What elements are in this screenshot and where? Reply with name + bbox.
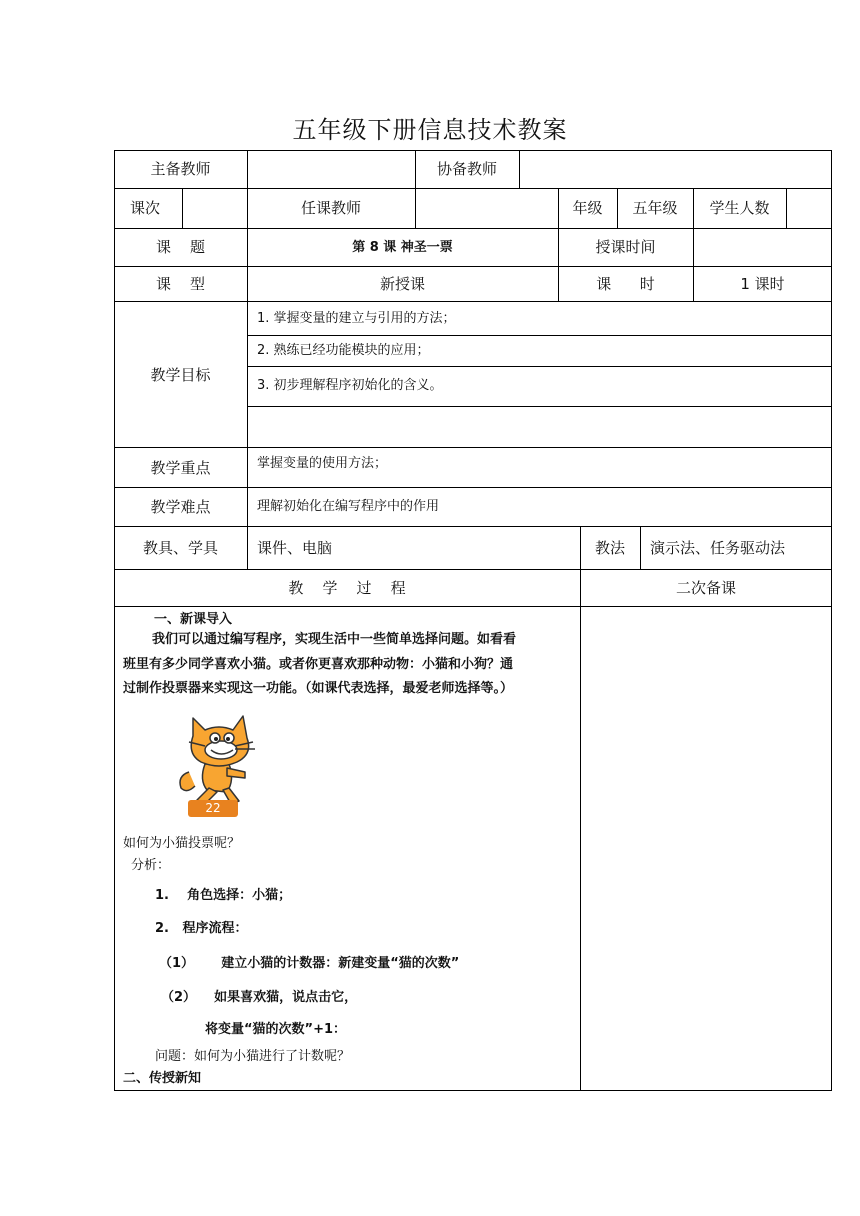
method-label: 教法 [594,539,625,557]
hours-label: 课 时 [596,275,655,293]
teacher-label: 任课教师 [300,199,361,217]
type-value: 新授课 [379,275,425,293]
paragraph-line: 我们可以通过编写程序，实现生活中一些简单选择问题。如看看 [152,632,517,647]
lesson-no-label: 课次 [130,199,161,217]
objective-item: 2. 熟练已经功能模块的应用； [257,343,430,358]
tools-value: 课件、电脑 [257,539,333,557]
sub-step-line: 将变量“猫的次数”+1： [205,1022,347,1037]
difficulties-label: 教学难点 [150,498,211,516]
section-title: 二、传授新知 [123,1071,202,1086]
second-prep-label: 二次备课 [675,579,736,597]
co-teacher-label: 协备教师 [436,160,497,178]
method-value: 演示法、任务驱动法 [650,539,786,557]
hours-value: 1 课时 [740,275,785,293]
topic-label: 课 题 [155,238,206,256]
main-teacher-label: 主备教师 [150,160,211,178]
analysis-line: 分析： [131,858,171,873]
paragraph-line: 过制作投票器来实现这一功能。（如课代表选择，最爱老师选择等。） [123,681,514,696]
document-title: 五年级下册信息技术教案 [292,116,568,144]
variable-counter-badge: 22 [188,800,238,817]
sub-step-line: （2） 如果喜欢猫，说点击它， [161,990,358,1005]
question-line: 如何为小猫投票呢？ [123,836,241,851]
paragraph-line: 班里有多少同学喜欢小猫。或者你更喜欢那种动物：小猫和小狗？通 [123,657,514,672]
key-points-label: 教学重点 [150,459,211,477]
section-title: 一、新课导入 [154,612,233,627]
grade-label: 年级 [572,199,603,217]
type-label: 课 型 [155,275,206,293]
objectives-label: 教学目标 [150,366,211,384]
grade-value: 五年级 [632,199,678,217]
tools-label: 教具、学具 [142,539,218,557]
key-points-value: 掌握变量的使用方法； [257,456,388,471]
step-line: 2. 程序流程： [155,921,248,936]
sub-step-line: （1） 建立小猫的计数器：新建变量“猫的次数” [159,956,460,971]
process-label: 教 学 过 程 [288,579,406,597]
question-line: 问题：如何为小猫进行了计数呢？ [155,1049,351,1064]
objective-item: 3. 初步理解程序初始化的含义。 [257,378,443,393]
step-line: 1. 角色选择：小猫； [155,888,292,903]
difficulties-value: 理解初始化在编写程序中的作用 [257,499,440,514]
objective-item: 1. 掌握变量的建立与引用的方法； [257,311,456,326]
topic-value: 第 8 课 神圣一票 [352,240,453,255]
time-label: 授课时间 [595,238,656,256]
students-label: 学生人数 [709,199,770,217]
